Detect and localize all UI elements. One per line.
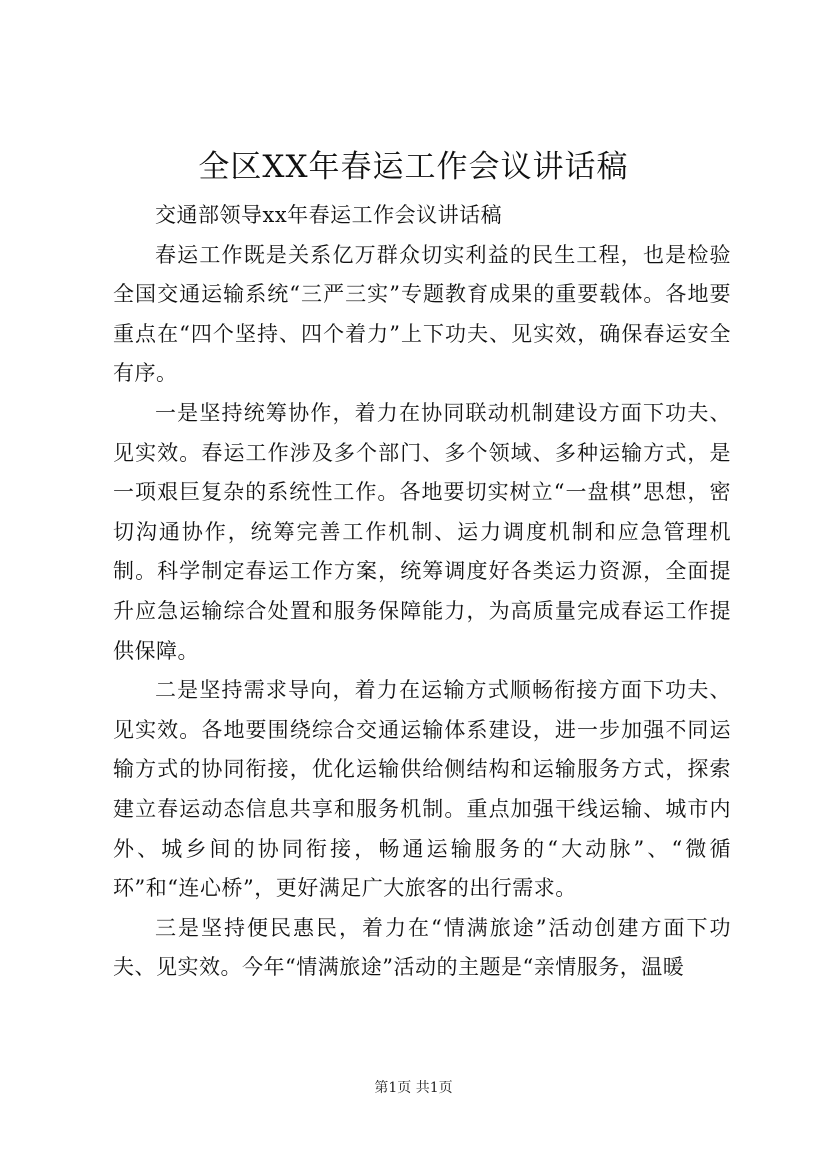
document-title: 全区XX年春运工作会议讲话稿 (198, 149, 629, 185)
paragraph-point-one: 一是坚持统筹协作，着力在协同联动机制建设方面下功夫、见实效。春运工作涉及多个部门、多个领域、多种运输方式，是一项艰巨复杂的系统性工作。各地要切实树立“一盘棋”思想，密切沟通协作，统筹完善工作机制、运力调度机制和应急管理机制。科学制定春运工作方案，统筹调度好各类运力资源，全面提升应急运输综合处置和服务保障能力，为高质量完成春运工作提供保障。 (113, 400, 731, 663)
paragraph-subtitle: 交通部领导xx年春运工作会议讲话稿 (155, 203, 503, 227)
paragraph-intro: 春运工作既是关系亿万群众切实利益的民生工程，也是检验全国交通运输系统“三严三实”专题教育成果的重要载体。各地要重点在“四个坚持、四个着力”上下功夫、见实效，确保春运安全有序。 (113, 242, 731, 386)
page-number-footer: 第1页 共1页 (374, 1080, 453, 1096)
paragraph-point-three: 三是坚持便民惠民，着力在“情满旅途”活动创建方面下功夫、见实效。今年“情满旅途”活动的主题是“亲情服务，温暖 (113, 915, 731, 980)
document-body (113, 196, 731, 988)
paragraph-point-two: 二是坚持需求导向，着力在运输方式顺畅衔接方面下功夫、见实效。各地要围绕综合交通运输体系建设，进一步加强不同运输方式的协同衔接，优化运输供给侧结构和运输服务方式，探索建立春运动态信息共享和服务机制。重点加强干线运输、城市内外、城乡间的协同衔接，畅通运输服务的“大动脉”、“微循环”和“连心桥”，更好满足广大旅客的出行需求。 (113, 678, 731, 901)
